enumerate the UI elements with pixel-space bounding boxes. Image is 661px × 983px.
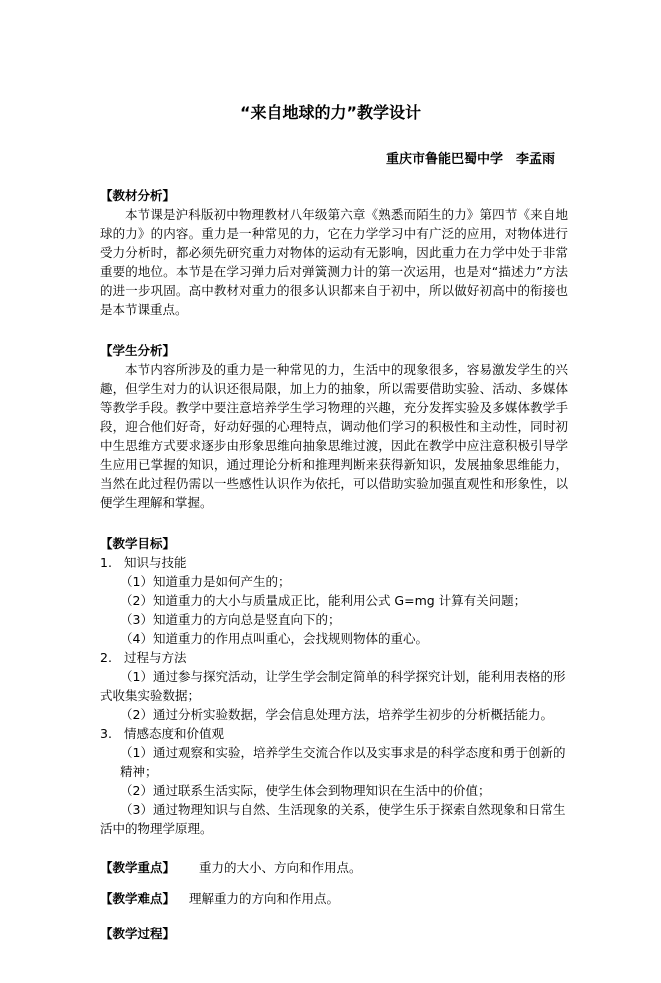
goal-item: （3）知道重力的方向总是竖直向下的；: [120, 612, 341, 627]
goal-group: [100, 553, 568, 572]
goal-group: [100, 724, 568, 743]
goal-item: （3）通过物理知识与自然、生活现象的关系，使学生乐于探索自然现象和日常生活中的物理学原理。: [100, 802, 566, 836]
section-process: [100, 924, 568, 943]
section-heading: 【教学目标】: [100, 536, 176, 551]
author-line: 重庆市鲁能巴蜀中学 李孟雨: [385, 152, 555, 167]
goal-number: 1.: [100, 555, 112, 570]
section-body: 本节内容所涉及的重力是一种常见的力，生活中的现象很多，容易激发学生的兴趣，但学生对力的认识还很局限，加上力的抽象，所以需要借助实验、活动、多媒体等教学手段。教学中要注意培养学生学习物理的兴趣，充分发挥实验及多媒体教学手段，迎合他们好奇，好动好强的心理特点，调动他们学习的积极性和主动性，同时初中生思维方式要求逐步由形象思维向抽象思维过渡，因此在教学中应注意积极引导学生应用已掌握的知识，通过理论分析和推理判断来获得新知识，发展抽象思维能力，当然在此过程仍需以一些感性认识作为依托，可以借助实验加强直观性和形象性，以便学生理解和掌握。: [100, 362, 568, 510]
section-body: 重力的大小、方向和作用点。: [199, 860, 362, 875]
document-title: “来自地球的力”教学设计: [239, 103, 422, 122]
section-textbook-analysis: [100, 186, 568, 319]
goal-number: 3.: [100, 726, 112, 741]
section-student-analysis: [100, 341, 568, 512]
section-teaching-goals: [100, 534, 568, 838]
section-body: 本节课是沪科版初中物理教材八年级第六章《熟悉而陌生的力》第四节《来自地球的力》的内容。重力是一种常见的力，它在力学学习中有广泛的应用，对物体进行受力分析时，都必须先研究重力对物体的运动有无影响，因此重力在力学中处于非常重要的地位。本节是在学习弹力后对弹簧测力计的第一次运用，也是对“描述力”方法的进一步巩固。高中教材对重力的很多认识都来自于初中，所以做好初高中的衔接也是本节课重点。: [100, 207, 568, 317]
goal-group-label: 知识与技能: [124, 555, 187, 570]
goal-number: 2.: [100, 650, 112, 665]
goal-item: （4）知道重力的作用点叫重心，会找规则物体的重心。: [120, 631, 428, 646]
goal-item: （1）通过观察和实验，培养学生交流合作以及实事求是的科学态度和勇于创新的精神；: [120, 745, 566, 779]
section-heading: 【教材分析】: [100, 188, 176, 203]
goal-item: （1）通过参与探究活动，让学生学会制定简单的科学探究计划，能利用表格的形式收集实验数据；: [100, 669, 566, 703]
goal-group-label: 情感态度和价值观: [124, 726, 225, 741]
goal-item: （2）通过联系生活实际，使学生体会到物理知识在生活中的价值；: [120, 783, 491, 798]
section-body: 理解重力的方向和作用点。: [189, 891, 340, 906]
goal-item: （2）通过分析实验数据，学会信息处理方法，培养学生初步的分析概括能力。: [120, 707, 553, 722]
goal-item: （1）知道重力是如何产生的；: [120, 574, 291, 589]
goal-item: （2）知道重力的大小与质量成正比，能利用公式 G=mg 计算有关问题；: [120, 593, 527, 608]
section-heading: 【教学重点】: [100, 860, 176, 875]
section-difficulties: [100, 889, 568, 908]
goal-group: [100, 648, 568, 667]
section-heading: 【教学难点】: [100, 891, 176, 906]
section-heading: 【教学过程】: [100, 926, 176, 941]
section-heading: 【学生分析】: [100, 343, 176, 358]
goal-group-label: 过程与方法: [124, 650, 187, 665]
section-key-points: [100, 858, 568, 877]
